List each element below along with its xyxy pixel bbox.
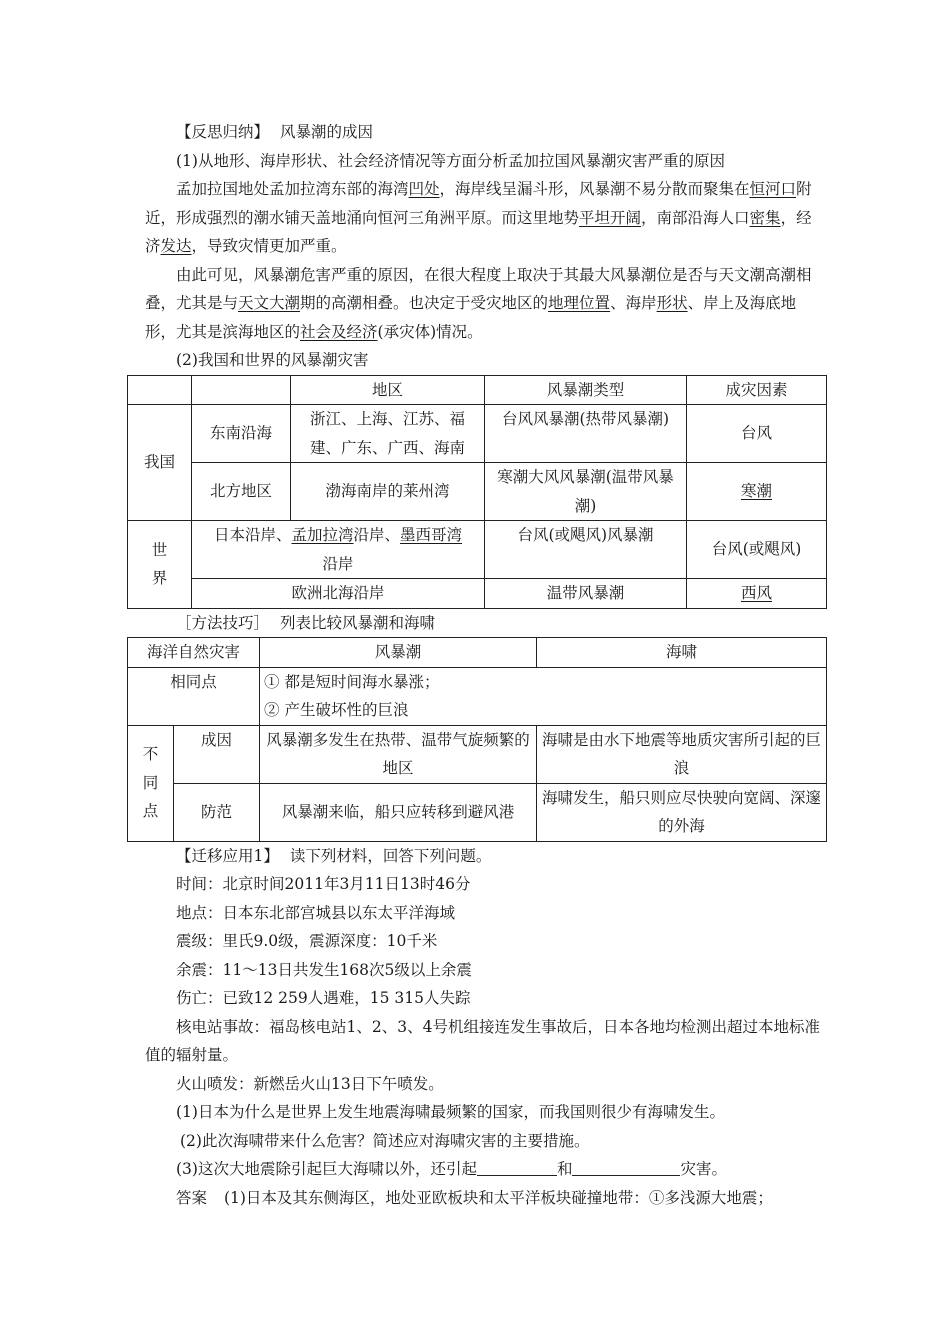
underlined-term: 地理位置 — [548, 294, 611, 312]
text-span: 孟加拉国地处孟加拉湾东部的海湾 — [176, 180, 409, 198]
comparison-table — [127, 637, 827, 842]
world-label — [128, 521, 192, 609]
list-item: ① 都是短时间海水暴涨； — [264, 672, 440, 691]
underlined-term: 寒潮 — [740, 482, 772, 501]
world-label-char: 世 — [151, 540, 168, 559]
table-row — [128, 579, 827, 609]
table-cell: 北方地区 — [192, 463, 291, 521]
answer-blank[interactable] — [477, 1159, 557, 1176]
underlined-term: 平坦开阔 — [579, 208, 642, 227]
heading-title: 列表比较风暴潮和海啸 — [279, 613, 435, 632]
table-row — [128, 463, 827, 521]
answer-text: (1)日本及其东侧海区，地处亚欧板块和太平洋板块碰撞地带：①多浅源大地震； — [223, 1188, 773, 1207]
table-cell: 海啸发生，船只则应尽快驶向宽阔、深邃的外海 — [537, 783, 827, 841]
underlined-term: 墨西哥湾 — [400, 526, 463, 544]
text-span: 和 — [556, 1160, 573, 1178]
text-span: 、海岸 — [610, 294, 657, 312]
table-header: 成灾因素 — [687, 375, 827, 405]
text-span: (3)这次大地震除引起巨大海啸以外，还引起 — [176, 1160, 477, 1178]
heading-tag: ［方法技巧］ — [176, 613, 270, 632]
text-span: 由此可见，风暴潮危害严重的原因，在很大程度上取决于其最大风暴潮位是否与天文潮高潮相叠，尤其是与 — [145, 265, 812, 312]
table-row — [128, 638, 827, 668]
table-row — [128, 725, 827, 783]
text-span: 、岸上及海底地形，尤其是滨海地区的 — [145, 294, 797, 341]
text-span: ，导致灾情更加严重。 — [191, 237, 347, 255]
paragraph-conclusion — [145, 261, 825, 347]
underlined-term: 社会及经济 — [300, 322, 378, 341]
table-header: 风暴潮 — [260, 638, 537, 668]
table-cell — [128, 375, 192, 405]
table-header: 海啸 — [537, 638, 827, 668]
table-cell: 成因 — [174, 725, 260, 783]
text-span: (承灾体)情况。 — [377, 322, 483, 341]
table-row — [128, 375, 827, 405]
table-row — [128, 521, 827, 579]
heading-title: 风暴潮的成因 — [279, 123, 373, 141]
table-cell — [687, 579, 827, 609]
table-cell: 风暴潮来临，船只应转移到避风港 — [260, 783, 537, 841]
material-casualty: 伤亡：已致12 259人遇难，15 315人失踪 — [176, 989, 471, 1007]
table-cell: 海啸是由水下地震等地质灾害所引起的巨浪 — [537, 725, 827, 783]
table-cell: 欧洲北海沿岸 — [192, 579, 485, 609]
table-cell: 东南沿海 — [192, 405, 291, 463]
world-label-char: 界 — [151, 569, 168, 588]
paragraph-bangladesh — [145, 175, 825, 261]
heading-title: 读下列材料，回答下列问题。 — [289, 846, 492, 865]
text-span: 沿岸 — [322, 554, 354, 573]
text-span: 日本沿岸、 — [213, 526, 292, 544]
heading-tag: 【反思归纳】 — [176, 123, 270, 141]
table-cell: 防范 — [174, 783, 260, 841]
document-page — [142, 118, 825, 1212]
table-cell: 台风 — [687, 405, 827, 463]
table-cell: 台风(或飓风)风暴潮 — [485, 521, 687, 579]
answer-label: 答案 — [176, 1188, 208, 1207]
text-span: 附近，形成强烈的潮水铺天盖地涌向恒河三角洲平原。而这里地势 — [145, 180, 812, 227]
material-aftershock: 余震：11～13日共发生168次5级以上余震 — [176, 960, 472, 979]
table-cell: 台风(或飓风) — [687, 521, 827, 579]
text-span: ，海岸线呈漏斗形，风暴潮不易分散而聚集在 — [439, 180, 750, 198]
material-volcano: 火山喷发：新燃岳火山13日下午喷发。 — [176, 1074, 444, 1093]
material-time: 时间：北京时间2011年3月11日13时46分 — [176, 875, 471, 893]
question-1-heading: (1)从地形、海岸形状、社会经济情况等方面分析孟加拉国风暴潮灾害严重的原因 — [176, 151, 725, 170]
method-heading — [145, 609, 825, 638]
table-cell — [192, 375, 291, 405]
table-row — [128, 667, 827, 725]
list-item: ② 产生破坏性的巨浪 — [264, 701, 409, 719]
text-span: 沿岸、 — [353, 526, 401, 544]
question-2: (2)此次海啸带来什么危害？简述应对海啸灾害的主要措施。 — [180, 1131, 590, 1150]
diff-label-char: 同 — [142, 773, 159, 792]
question-2-heading: (2)我国和世界的风暴潮灾害 — [176, 351, 369, 369]
table-cell: 台风风暴潮(热带风暴潮) — [485, 405, 687, 463]
text-span: ，经济 — [145, 208, 812, 255]
heading-tag: 【迁移应用1】 — [176, 846, 279, 865]
underlined-term: 发达 — [160, 237, 192, 255]
table-cell: 温带风暴潮 — [485, 579, 687, 609]
answer-line — [145, 1184, 825, 1213]
table-cell — [687, 463, 827, 521]
table-cell — [192, 521, 485, 579]
material-place: 地点：日本东北部宫城县以东太平洋海域 — [176, 903, 456, 922]
table-header: 地区 — [291, 375, 485, 405]
underlined-term: 天文大潮 — [238, 294, 301, 312]
table-cell — [260, 667, 827, 725]
underlined-term: 孟加拉湾 — [291, 526, 354, 544]
table-row — [128, 405, 827, 463]
table-cell: 寒潮大风风暴潮(温带风暴潮) — [485, 463, 687, 521]
underlined-term: 西风 — [740, 584, 772, 602]
storm-surge-table — [127, 375, 827, 609]
question-1: (1)日本为什么是世界上发生地震海啸最频繁的国家，而我国则很少有海啸发生。 — [176, 1103, 725, 1121]
underlined-term: 形状 — [656, 294, 688, 312]
table-cell: 浙江、上海、江苏、福建、广东、广西、海南 — [291, 405, 485, 463]
underlined-term: 密集 — [749, 208, 781, 227]
text-span: 灾害。 — [680, 1160, 727, 1178]
underlined-term: 凹处 — [408, 180, 440, 198]
china-label: 我国 — [128, 405, 192, 521]
question-3 — [145, 1155, 825, 1184]
reflection-heading — [145, 118, 825, 147]
material-magnitude: 震级：里氏9.0级，震源深度：10千米 — [176, 932, 438, 950]
underlined-term: 恒河口 — [749, 180, 797, 198]
table-cell: 渤海南岸的莱州湾 — [291, 463, 485, 521]
text-span: 期的高潮相叠。也决定于受灾地区的 — [300, 294, 549, 312]
diff-label-char: 点 — [142, 802, 159, 821]
same-label: 相同点 — [128, 667, 260, 725]
diff-label — [128, 725, 174, 841]
application-heading — [145, 842, 825, 871]
table-cell: 风暴潮多发生在热带、温带气旋频繁的地区 — [260, 725, 537, 783]
diff-label-char: 不 — [142, 745, 159, 764]
text-span: ，南部沿海人口 — [641, 208, 750, 227]
table-header: 海洋自然灾害 — [128, 638, 260, 668]
table-header: 风暴潮类型 — [485, 375, 687, 405]
material-nuclear: 核电站事故：福岛核电站1、2、3、4号机组接连发生事故后，日本各地均检测出超过本地标准值的辐射量。 — [145, 1017, 820, 1064]
table-row — [128, 783, 827, 841]
answer-blank[interactable] — [572, 1159, 680, 1176]
